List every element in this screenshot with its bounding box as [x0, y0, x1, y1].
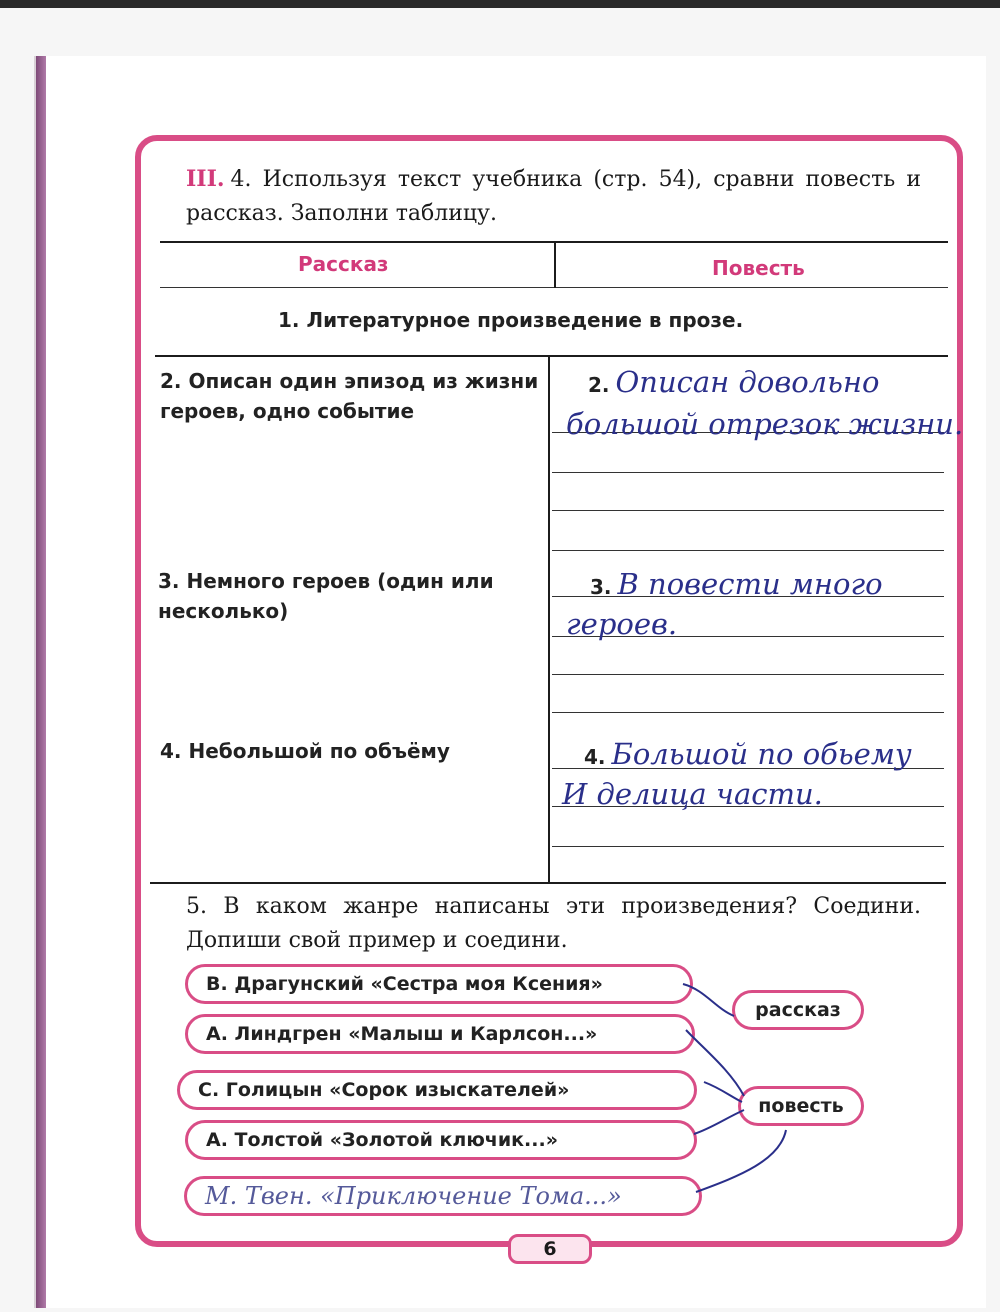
story-feature-3: 3. Немного героев (один или несколько): [158, 569, 494, 623]
page-number: 6: [508, 1234, 592, 1264]
section-number: III.: [186, 166, 225, 192]
story-feature-2: 2. Описан один эпизод из жизни героев, одно событие: [160, 369, 539, 423]
task-4-text: 4. Используя текст учебника (стр. 54), сравни повесть и рассказ. Заполни таблицу.: [186, 167, 921, 226]
genre-story: рассказ: [732, 990, 864, 1030]
novella-answer-2-line2: большой отрезок жизни.: [566, 407, 964, 441]
answer-number: 4.: [584, 745, 606, 769]
work-dragunsky: В. Драгунский «Сестра моя Ксения»: [185, 964, 693, 1004]
work-tolstoy: А. Толстой «Золотой ключик...»: [185, 1120, 697, 1160]
column-header-novella: Повесть: [712, 256, 805, 280]
link-dragunsky-story: [683, 984, 734, 1016]
link-twain-novella: [696, 1130, 786, 1192]
handwritten-text: Большой по обьему: [611, 737, 912, 771]
novella-answer-4-line2: И делица части.: [562, 777, 823, 811]
column-header-story: Рассказ: [298, 252, 389, 276]
work-golitsyn: С. Голицын «Сорок изыскателей»: [177, 1070, 697, 1110]
link-tolstoy-novella: [694, 1110, 744, 1134]
handwritten-work-twain: М. Твен. «Приключение Тома...»: [184, 1176, 702, 1216]
answer-number: 2.: [588, 373, 610, 397]
answer-number: 3.: [590, 575, 612, 599]
genre-novella: повесть: [738, 1086, 864, 1126]
novella-answer-3-line2: героев.: [566, 607, 678, 641]
common-row-text: 1. Литературное произведение в прозе.: [278, 308, 744, 332]
handwritten-text: Описан довольно: [615, 365, 880, 399]
story-feature-4: 4. Небольшой по объёму: [160, 739, 450, 763]
handwritten-text: В повести много: [617, 567, 883, 601]
work-lindgren: А. Линдгрен «Малыш и Карлсон...»: [185, 1014, 695, 1054]
task-5-instruction: 5. В каком жанре написаны эти произведения? Соедини. Допиши свой пример и соедини.: [186, 894, 921, 953]
